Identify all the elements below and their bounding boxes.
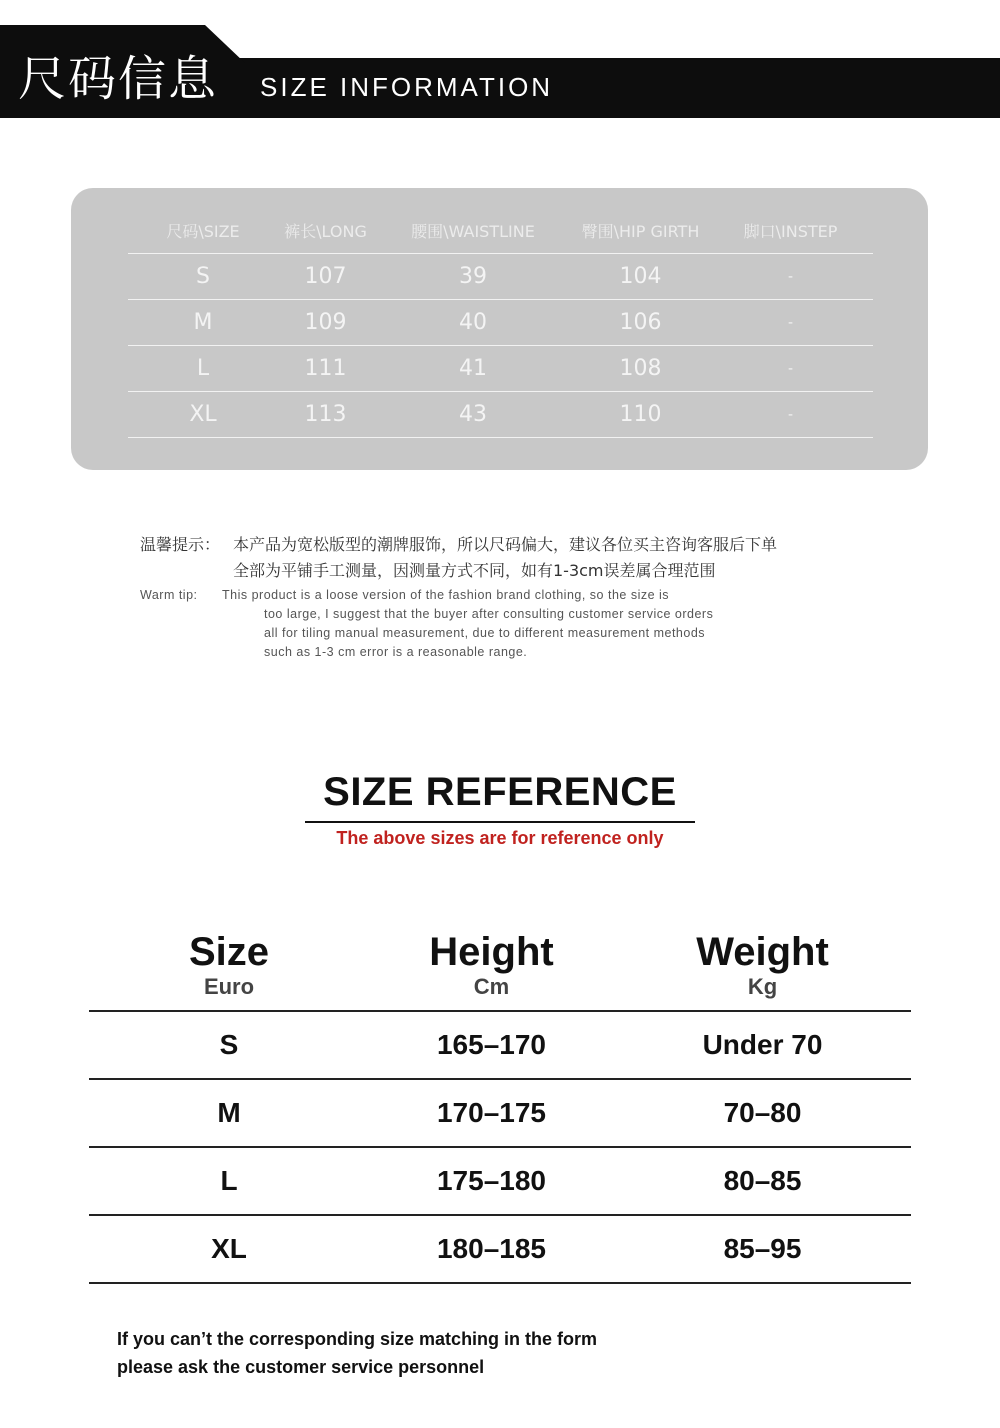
size-reference-table	[89, 930, 911, 1284]
table-row	[128, 392, 873, 438]
measurement-panel	[71, 188, 928, 470]
cell-waistline: 41	[459, 356, 487, 381]
size-reference-subtitle: The above sizes are for reference only	[336, 828, 664, 848]
cell-instep: -	[787, 360, 794, 377]
cell-size: S	[219, 1029, 239, 1060]
cell-hip-girth: 104	[619, 264, 662, 289]
cell-long: 113	[304, 402, 347, 427]
warm-tip-cn-label: 温馨提示：	[140, 535, 221, 554]
cell-size: XL	[211, 1233, 247, 1264]
measurement-table-header	[128, 208, 873, 254]
header-size: 尺码\SIZE	[166, 222, 240, 241]
footer-note	[117, 1325, 597, 1381]
warm-tip-en-line2: too large, I suggest that the buyer after consulting customer service orders	[264, 607, 714, 621]
footer-note-line1: If you can’t the corresponding size matching in the form	[117, 1329, 598, 1349]
warm-tip-en-line1: This product is a loose version of the fashion brand clothing, so the size is	[222, 588, 670, 602]
footer-note-line2: please ask the customer service personnel	[117, 1357, 485, 1377]
header-instep: 脚口\INSTEP	[743, 222, 838, 241]
cell-waistline: 43	[459, 402, 487, 427]
header-height-unit: Cm	[473, 974, 510, 999]
header-weight-unit: Kg	[747, 974, 778, 999]
cell-weight: 85–95	[723, 1233, 802, 1264]
cell-size: M	[193, 310, 213, 335]
header-size-label: Size	[188, 930, 270, 974]
cell-instep: -	[787, 406, 794, 423]
cell-long: 107	[304, 264, 347, 289]
cell-long: 109	[304, 310, 347, 335]
warm-tip-cn-line1: 本产品为宽松版型的潮牌服饰，所以尺码偏大，建议各位买主咨询客服后下单	[233, 535, 778, 554]
cell-height: 175–180	[436, 1165, 546, 1196]
warm-tip-en-line3: all for tiling manual measurement, due to different measurement methods	[264, 626, 706, 640]
warm-tip-cn	[140, 532, 777, 584]
cell-weight: 80–85	[723, 1165, 802, 1196]
cell-size: L	[196, 356, 210, 381]
banner-title-en: SIZE INFORMATION	[260, 72, 554, 102]
cell-instep: -	[787, 268, 794, 285]
cell-instep: -	[787, 314, 794, 331]
header-height-label: Height	[429, 930, 554, 974]
cell-height: 180–185	[436, 1233, 546, 1264]
size-reference-title: SIZE REFERENCE	[323, 770, 677, 814]
title-underline	[305, 821, 695, 823]
cell-hip-girth: 108	[619, 356, 662, 381]
table-row	[128, 254, 873, 300]
cell-weight: 70–80	[723, 1097, 802, 1128]
table-row	[128, 346, 873, 392]
cell-hip-girth: 106	[619, 310, 662, 335]
cell-waistline: 39	[459, 264, 487, 289]
table-row	[89, 1148, 911, 1216]
warm-tip-en-line4: such as 1-3 cm error is a reasonable range.	[264, 645, 528, 659]
cell-size: XL	[189, 402, 217, 427]
cell-size: S	[196, 264, 210, 289]
cell-weight: Under 70	[702, 1029, 823, 1060]
cell-size: L	[220, 1165, 238, 1196]
cell-height: 170–175	[436, 1097, 546, 1128]
table-row	[89, 1012, 911, 1080]
header-waistline: 腰围\WAISTLINE	[411, 222, 535, 241]
banner-title-cn: 尺码信息	[18, 51, 219, 107]
table-row	[128, 300, 873, 346]
cell-waistline: 40	[459, 310, 487, 335]
measurement-table	[128, 208, 873, 438]
table-row	[89, 1216, 911, 1284]
cell-hip-girth: 110	[619, 402, 662, 427]
cell-size: M	[217, 1097, 241, 1128]
header-long: 裤长\LONG	[284, 222, 367, 241]
header-size-unit: Euro	[203, 974, 255, 999]
warm-tip-en-label: Warm tip:	[140, 588, 198, 602]
header-height	[369, 930, 614, 1010]
header-hip-girth: 臀围\HIP GIRTH	[581, 222, 700, 241]
warm-tip-en	[140, 586, 713, 662]
header-size	[89, 930, 369, 1010]
cell-height: 165–170	[436, 1029, 546, 1060]
cell-long: 111	[304, 356, 347, 381]
warm-tip-cn-line2: 全部为平铺手工测量，因测量方式不同，如有1-3cm误差属合理范围	[233, 561, 716, 580]
header-weight	[614, 930, 911, 1010]
reference-table-header	[89, 930, 911, 1012]
header-weight-label: Weight	[696, 930, 829, 974]
table-row	[89, 1080, 911, 1148]
